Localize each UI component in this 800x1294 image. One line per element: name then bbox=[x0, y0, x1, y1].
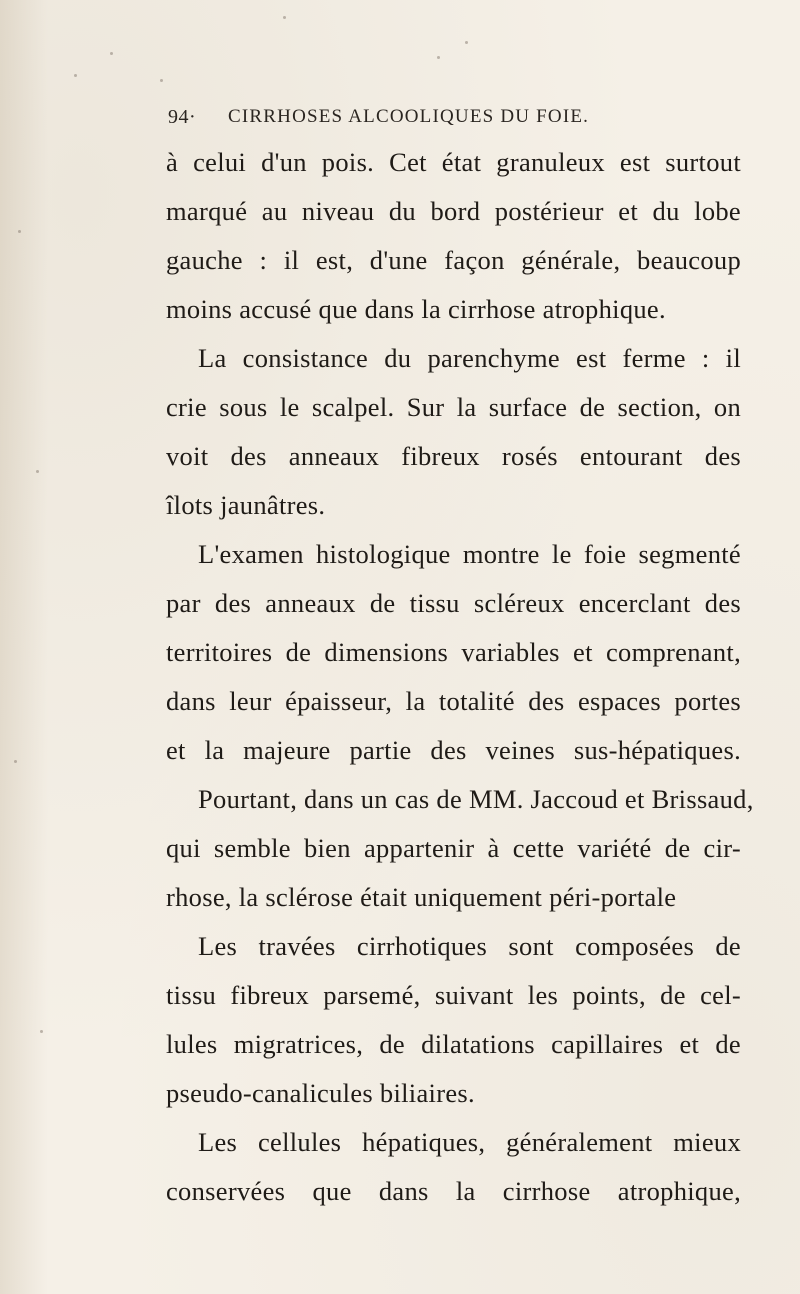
text-line: rhose, la sclérose était uniquement péri-portale bbox=[166, 882, 677, 912]
text-line: marqué au niveau du bord postérieur et du lobe bbox=[166, 196, 741, 226]
paper-speck bbox=[18, 230, 21, 233]
paper-speck bbox=[36, 470, 39, 473]
text-line: territoires de dimensions variables et comprenant, bbox=[166, 637, 741, 667]
body-text bbox=[166, 138, 754, 1216]
binding-shadow bbox=[0, 0, 48, 1294]
text-line: gauche : il est, d'une façon générale, beaucoup bbox=[166, 245, 741, 275]
text-line: tissu fibreux parsemé, suivant les points, de cel- bbox=[166, 980, 741, 1010]
running-header bbox=[168, 104, 728, 134]
text-line: qui semble bien appartenir à cette variété de cir- bbox=[166, 833, 741, 863]
paper-speck bbox=[40, 1030, 43, 1033]
text-line: par des anneaux de tissu scléreux encerclant des bbox=[166, 588, 741, 618]
text-line: dans leur épaisseur, la totalité des espaces portes bbox=[166, 686, 741, 716]
text-line: à celui d'un pois. Cet état granuleux est surtout bbox=[166, 147, 741, 177]
text-line: L'examen histologique montre le foie segmenté bbox=[198, 539, 741, 569]
text-line: crie sous le scalpel. Sur la surface de section, on bbox=[166, 392, 741, 422]
text-line: conservées que dans la cirrhose atrophique, bbox=[166, 1176, 741, 1206]
text-line: Pourtant, dans un cas de MM. Jaccoud et Brissaud, bbox=[198, 784, 754, 814]
paper-speck bbox=[14, 760, 17, 763]
paper-speck bbox=[74, 74, 77, 77]
text-line: La consistance du parenchyme est ferme : il bbox=[198, 343, 741, 373]
text-line: voit des anneaux fibreux rosés entourant des bbox=[166, 441, 741, 471]
text-line: Les cellules hépatiques, généralement mieux bbox=[198, 1127, 741, 1157]
text-line: moins accusé que dans la cirrhose atrophique. bbox=[166, 294, 666, 324]
running-title: CIRRHOSES ALCOOLIQUES DU FOIE. bbox=[228, 106, 590, 127]
text-line: Les travées cirrhotiques sont composées de bbox=[198, 931, 741, 961]
paper-speck bbox=[283, 16, 286, 19]
paper-speck bbox=[465, 41, 468, 44]
text-line: lules migratrices, de dilatations capillaires et de bbox=[166, 1029, 741, 1059]
text-line: et la majeure partie des veines sus-hépatiques. bbox=[166, 735, 741, 765]
paper-speck bbox=[437, 56, 440, 59]
paper-speck bbox=[110, 52, 113, 55]
text-line: pseudo-canalicules biliaires. bbox=[166, 1078, 475, 1108]
paper-speck bbox=[160, 79, 163, 82]
page-number: 94· bbox=[168, 106, 197, 128]
text-line: îlots jaunâtres. bbox=[166, 490, 326, 520]
